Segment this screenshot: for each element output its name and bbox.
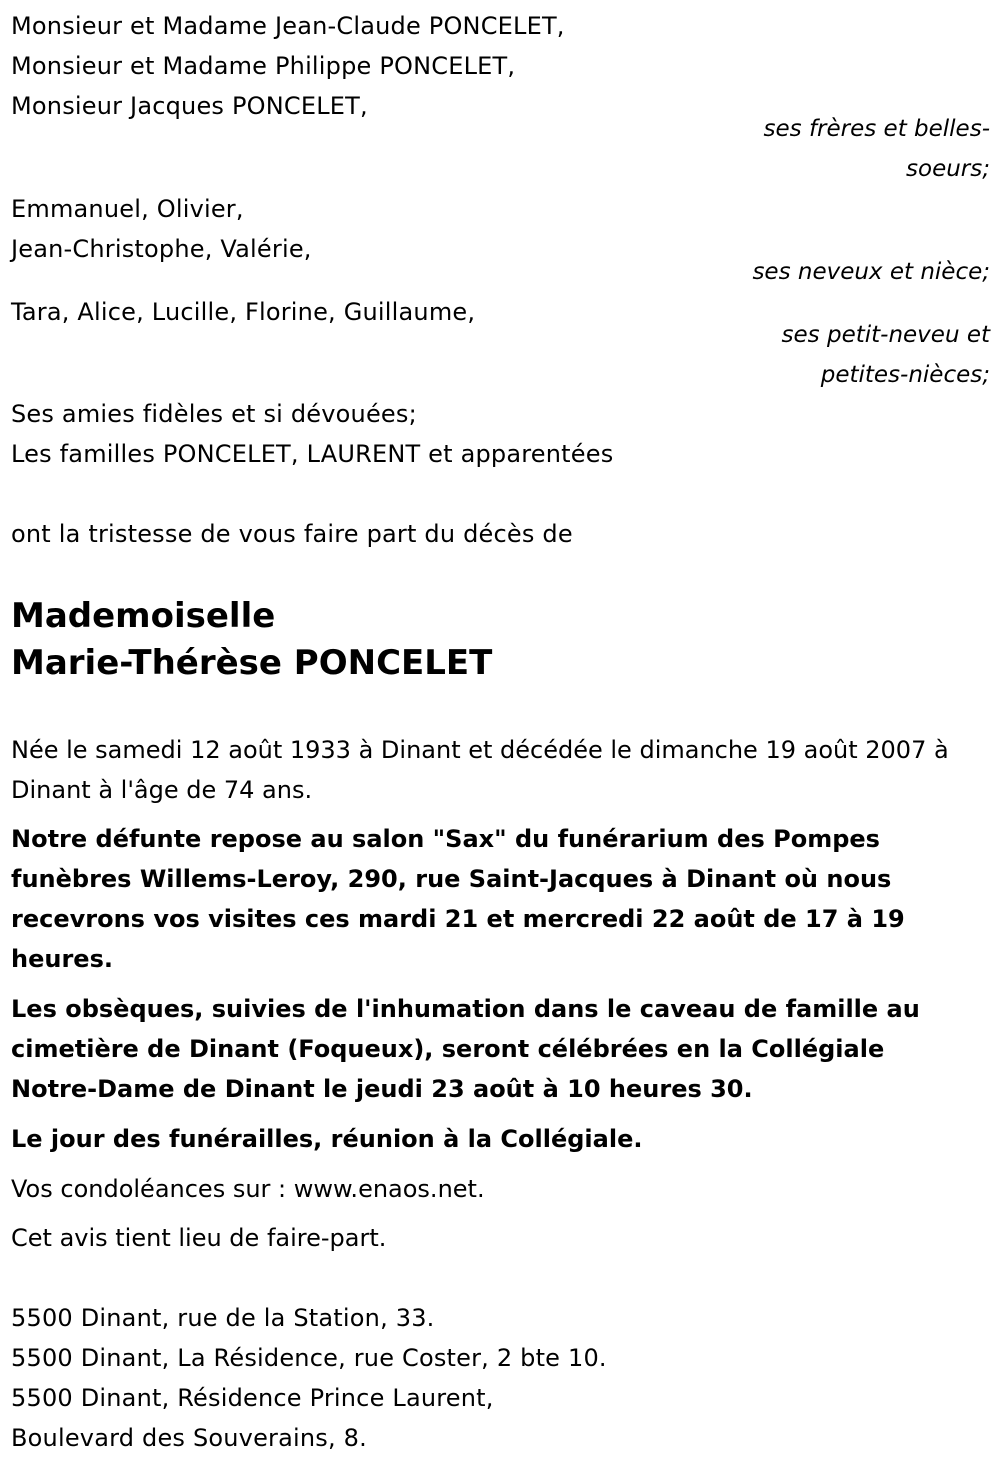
family-line-families: Les familles PONCELET, LAURENT et apparentées [11,440,614,468]
announcement-text: ont la tristesse de vous faire part du décès de [11,520,573,548]
address-line-2: 5500 Dinant, La Résidence, rue Coster, 2 bte 10. [11,1344,607,1372]
deceased-title: Mademoiselle [11,596,276,636]
family-line-nephews-1: Emmanuel, Olivier, [11,195,244,223]
funeral-paragraph: Les obsèques, suivies de l'inhumation dans le caveau de famille au cimetière de Dinant (Foqueux), seront célébrées en la Collégiale Notre-Dame de Dinant le jeudi 23 août à 10 heures 30. [11,995,920,1103]
family-line-grand-nephews: Tara, Alice, Lucille, Florine, Guillaume, [11,298,476,326]
family-line-brother-3: Monsieur Jacques PONCELET, [11,92,368,120]
address-line-1: 5500 Dinant, rue de la Station, 33. [11,1304,435,1332]
family-line-nephews-2: Jean-Christophe, Valérie, [11,235,312,263]
visitation-paragraph: Notre défunte repose au salon "Sax" du funérarium des Pompes funèbres Willems-Leroy, 290, rue Saint-Jacques à Dinant où nous recevrons vos visites ces mardi 21 et mercredi 22 août de 17 à 19 heures. [11,825,905,973]
family-line-friends: Ses amies fidèles et si dévouées; [11,400,417,428]
family-line-brother-2: Monsieur et Madame Philippe PONCELET, [11,52,516,80]
relation-brothers-line-1: ses frères et belles- [763,116,990,142]
gathering-paragraph: Le jour des funérailles, réunion à la Collégiale. [11,1125,643,1153]
relation-nephews: ses neveux et nièce; [752,259,990,285]
relation-brothers-line-2: soeurs; [906,156,990,182]
family-line-brother-1: Monsieur et Madame Jean-Claude PONCELET, [11,12,565,40]
deceased-name: Marie-Thérèse PONCELET [11,643,493,683]
address-line-3: 5500 Dinant, Résidence Prince Laurent, [11,1384,494,1412]
birth-death-paragraph: Née le samedi 12 août 1933 à Dinant et décédée le dimanche 19 août 2007 à Dinant à l'âge de 74 ans. [11,736,949,804]
relation-grand-nephews-line-2: petites-nièces; [820,362,990,388]
notice-paragraph: Cet avis tient lieu de faire-part. [11,1224,387,1252]
address-line-4: Boulevard des Souverains, 8. [11,1424,367,1452]
condolences-paragraph: Vos condoléances sur : www.enaos.net. [11,1175,485,1203]
relation-grand-nephews-line-1: ses petit-neveu et [781,322,990,348]
